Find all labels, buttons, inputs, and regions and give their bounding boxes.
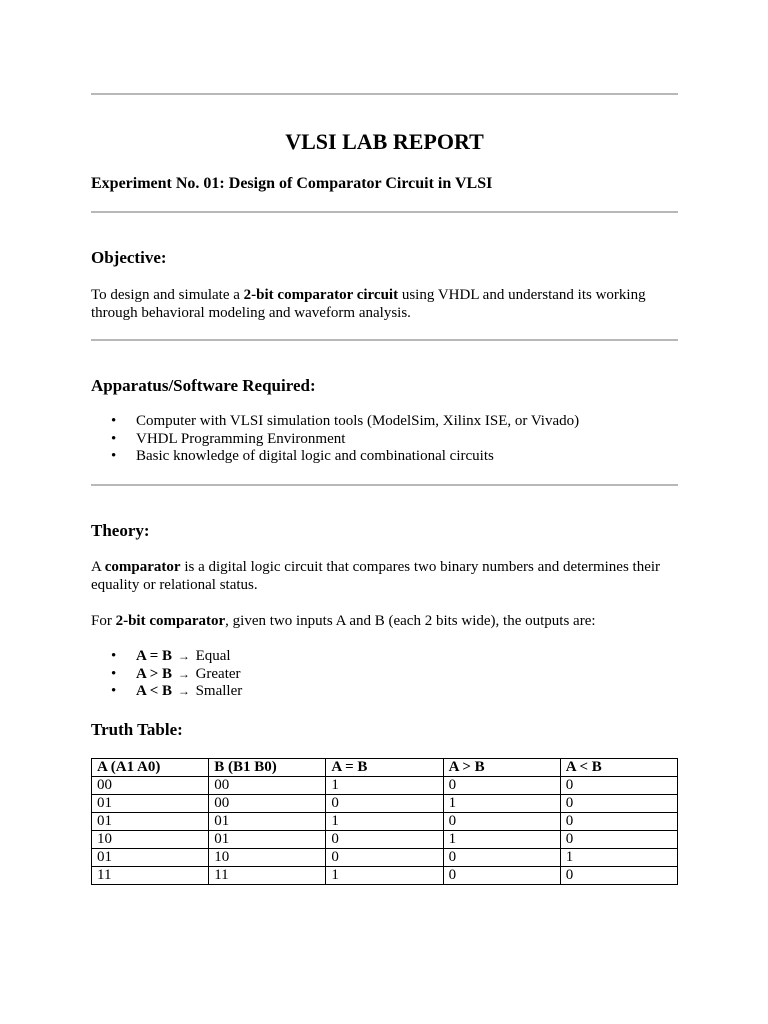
table-cell: 10: [209, 849, 326, 867]
theory-p1-end: is a digital logic circuit that compares two binary numbers and determines their equality or relational status.: [91, 559, 661, 593]
objective-text-start: To design and simulate a: [91, 287, 244, 303]
table-row: [92, 777, 678, 795]
truth-table-heading: Truth Table:: [91, 720, 183, 739]
table-header-row: [92, 759, 678, 777]
theory-heading: Theory:: [91, 521, 150, 540]
table-cell: 0: [443, 867, 560, 885]
output-meaning: Smaller: [195, 683, 243, 700]
right-arrow-icon: →: [177, 649, 190, 663]
objective-text: [91, 286, 678, 322]
table-row: [92, 795, 678, 813]
table-row: [92, 849, 678, 867]
output-item-smaller: [91, 683, 242, 701]
theory-p2-bold: 2-bit comparator: [115, 613, 226, 629]
table-cell: 1: [326, 777, 443, 795]
output-condition: A = B: [136, 648, 173, 664]
divider-3: [91, 484, 678, 486]
table-cell: 0: [326, 795, 443, 813]
objective-bold: 2-bit comparator circuit: [243, 287, 399, 303]
table-row: [92, 867, 678, 885]
table-cell: 0: [443, 813, 560, 831]
divider-1: [91, 211, 678, 213]
column-header: A (A1 A0): [92, 759, 209, 777]
theory-paragraph-1: [91, 558, 678, 594]
table-cell: 11: [209, 867, 326, 885]
output-condition: A > B: [136, 665, 173, 682]
table-cell: 1: [560, 849, 677, 867]
table-cell: 1: [326, 813, 443, 831]
output-meaning: Equal: [195, 648, 231, 664]
column-header: A < B: [560, 759, 677, 777]
top-divider: [91, 93, 678, 95]
column-header: A > B: [443, 759, 560, 777]
theory-paragraph-2: [91, 612, 678, 630]
table-row: [92, 831, 678, 849]
apparatus-item: • VHDL Programming Environment: [91, 431, 579, 449]
truth-table: [91, 758, 678, 885]
column-header: B (B1 B0): [209, 759, 326, 777]
table-cell: 11: [92, 867, 209, 885]
apparatus-list: [91, 413, 579, 466]
table-cell: 01: [92, 795, 209, 813]
table-cell: 1: [443, 831, 560, 849]
theory-p1-bold: comparator: [104, 559, 181, 575]
table-cell: 01: [209, 813, 326, 831]
table-cell: 0: [560, 813, 677, 831]
apparatus-item: • Basic knowledge of digital logic and combinational circuits: [91, 448, 579, 466]
table-cell: 10: [92, 831, 209, 849]
divider-2: [91, 339, 678, 341]
table-cell: 0: [560, 777, 677, 795]
apparatus-heading: Apparatus/Software Required:: [91, 376, 316, 395]
table-cell: 00: [209, 795, 326, 813]
theory-p1-start: A: [91, 559, 105, 575]
experiment-title: Experiment No. 01: Design of Comparator Circuit in VLSI: [91, 175, 493, 192]
table-cell: 0: [560, 831, 677, 849]
table-cell: 00: [92, 777, 209, 795]
table-cell: 0: [443, 777, 560, 795]
objective-heading: Objective:: [91, 248, 167, 267]
table-cell: 0: [560, 795, 677, 813]
table-cell: 0: [326, 831, 443, 849]
apparatus-item: • Computer with VLSI simulation tools (ModelSim, Xilinx ISE, or Vivado): [91, 413, 579, 431]
table-cell: 0: [443, 849, 560, 867]
table-cell: 00: [209, 777, 326, 795]
right-arrow-icon: →: [177, 666, 190, 681]
objective-text-end: using VHDL and understand its working through behavioral modeling and waveform analysis.: [91, 287, 646, 321]
table-cell: 01: [92, 849, 209, 867]
table-cell: 1: [326, 867, 443, 885]
table-cell: 1: [443, 795, 560, 813]
table-cell: 01: [92, 813, 209, 831]
theory-p2-end: , given two inputs A and B (each 2 bits wide), the outputs are:: [225, 613, 596, 629]
table-row: [92, 813, 678, 831]
output-condition: A < B: [136, 683, 173, 700]
theory-p2-start: For: [91, 613, 116, 629]
table-cell: 0: [560, 867, 677, 885]
output-item-equal: [91, 648, 242, 666]
output-item-greater: [91, 666, 242, 684]
table-cell: 0: [326, 849, 443, 867]
right-arrow-icon: →: [177, 684, 190, 699]
outputs-list: [91, 648, 242, 701]
page-title: VLSI LAB REPORT: [285, 129, 484, 154]
output-meaning: Greater: [195, 665, 241, 682]
table-cell: 01: [209, 831, 326, 849]
column-header: A = B: [326, 759, 443, 777]
